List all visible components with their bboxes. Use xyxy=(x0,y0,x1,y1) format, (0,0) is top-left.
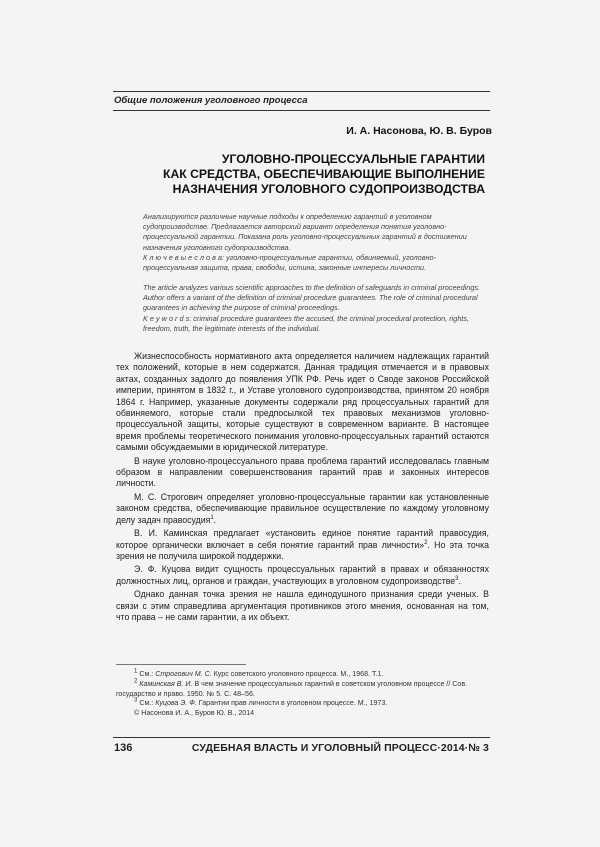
title-line-2: КАК СРЕДСТВА, ОБЕСПЕЧИВАЮЩИЕ ВЫПОЛНЕНИЕ xyxy=(163,167,485,181)
copyright-notice: © Насонова И. А., Буров Ю. В., 2014 xyxy=(134,709,255,718)
footnote-3 xyxy=(116,699,489,709)
footnote-1-author: Строгович М. С. xyxy=(155,670,212,678)
abstract-english xyxy=(143,283,488,334)
footnote-rule xyxy=(116,664,246,665)
abstract-english-text: The article analyzes various scientific approaches to the definition of safeguards in criminal proceedings. Author offers a variant of the definition of criminal procedure guarantees. The role of criminal procedural guarantees in achieving the purpose of criminal proceedings. xyxy=(143,283,481,313)
journal-name: СУДЕБНАЯ ВЛАСТЬ И УГОЛОВНЫЙ ПРОЦЕСС·2014·№ 3 xyxy=(191,742,489,754)
footnote-2 xyxy=(116,680,489,700)
footnote-ref-2[interactable]: 2 xyxy=(424,539,428,546)
footnote-3-prefix: См.: xyxy=(137,699,156,708)
title-line-3: НАЗНАЧЕНИЯ УГОЛОВНОГО СУДОПРОИЗВОДСТВА xyxy=(172,182,485,196)
article-body xyxy=(116,351,489,623)
article-title xyxy=(120,152,485,197)
footnote-3-number: 3 xyxy=(134,698,138,705)
keywords-english: K e y w o r d s: criminal procedure guarantees the accused, the criminal procedural protection, rights, freedom, truth, the legitimate interests of the individual. xyxy=(143,313,470,333)
page-number: 136 xyxy=(114,742,133,754)
body-paragraph-3-text: М. С. Строгович определяет уголовно-процессуальные гарантии как установленные законом средства, обеспечивающие правильное осуществление по каждому уголовному делу задач правосудия xyxy=(116,491,489,525)
body-paragraph-6: Однако данная точка зрения не нашла единодушного признания среди ученых. В связи с этим справедлива аргументация противников этого мнения, основанная на том, что права – не сами гарантии, а их объект. xyxy=(116,589,489,622)
body-paragraph-3 xyxy=(116,492,489,526)
title-line-1: УГОЛОВНО-ПРОЦЕССУАЛЬНЫЕ ГАРАНТИИ xyxy=(221,152,485,166)
header-bottom-rule xyxy=(113,110,490,111)
footnote-2-text: В чем значение процессуальных гарантий в советском уголовном процессе // Сов. государство и право. 1950. № 5. С. 48–56. xyxy=(116,679,468,698)
footnote-1-text: Курс советского уголовного процесса. М., 1968. Т.1. xyxy=(211,670,384,678)
body-paragraph-4-text: В. И. Каминская предлагает «установить единое понятие гарантий правосудия, которое органически включает в себя понятие гарантий прав личности» xyxy=(116,528,489,550)
abstract-russian-text: Анализируются различные научные подходы к определению гарантий в уголовном судопроизводстве. Предлагается авторский вариант определения понятия уголовно-процессуальной гарантии. Показана роль уголовно-процессуальных гарантий в достижении назначения уголовного судопроизводства. xyxy=(143,212,467,252)
footnote-1-number: 1 xyxy=(134,668,138,675)
abstract-russian xyxy=(143,212,488,273)
footnote-ref-1[interactable]: 1 xyxy=(210,514,214,521)
footnote-3-text: Гарантии прав личности в уголовном процессе. М., 1973. xyxy=(196,699,388,708)
footnote-2-number: 2 xyxy=(134,678,138,685)
section-header: Общие положения уголовного процесса xyxy=(114,95,308,106)
header-rule xyxy=(113,91,490,92)
footer-rule xyxy=(113,737,490,738)
article-authors: И. А. Насонова, Ю. В. Буров xyxy=(346,125,492,137)
body-paragraph-4-end: . Но эта точка зрения не получила широкой поддержки. xyxy=(116,539,489,561)
body-paragraph-2: В науке уголовно-процессуального права проблема гарантий исследовалась главным образом в направлении совершенствования гарантий прав и законных интересов личности. xyxy=(116,455,489,489)
body-paragraph-5-end: . xyxy=(458,575,461,586)
body-paragraph-5 xyxy=(116,564,489,587)
footnote-1-prefix: См.: xyxy=(137,670,156,678)
footnote-3-author: Куцова Э. Ф. xyxy=(155,699,197,708)
footnote-2-author: Каминская В. И. xyxy=(137,679,193,688)
keywords-russian: К л ю ч е в ы е с л о в а: уголовно-процессуальные гарантии, обвиняемый, уголовно-процессуальная защита, права, свободы, истина, законные интересы личности. xyxy=(143,252,437,273)
footnote-1 xyxy=(116,670,489,680)
body-paragraph-3-end: . xyxy=(213,514,217,525)
body-paragraph-5-text: Э. Ф. Куцова видит сущность процессуальных гарантий в правах и обязанностях должностных лиц, органов и граждан, участвующих в уголовном судопроизводстве xyxy=(116,564,489,586)
body-paragraph-4 xyxy=(116,528,489,562)
body-paragraph-1: Жизнеспособность нормативного акта определяется наличием надлежащих гарантий тех положений, которые в нем содержатся. Данная традиция отмечается и в правовых актах, созданных задолго до появления УПК РФ. Речь идет о Своде законов Российской империи, принятом в 1832 г., и Уставе уголовного судопроизводства, принятом 20 ноября 1864 г. Например, указанные документы содержали ряд процессуальных гарантий для обвиняемого, которые стали предпосылкой тех правовых механизмов уголовно-процессуальной защиты, которые существуют в современном варианте. В настоящее время проблемы теоретического понимания уголовно-процессуальных гарантий остаются самыми обсуждаемыми в юридической литературе. xyxy=(116,351,489,453)
footnote-ref-3[interactable]: 3 xyxy=(455,575,459,582)
footnotes xyxy=(116,670,489,719)
